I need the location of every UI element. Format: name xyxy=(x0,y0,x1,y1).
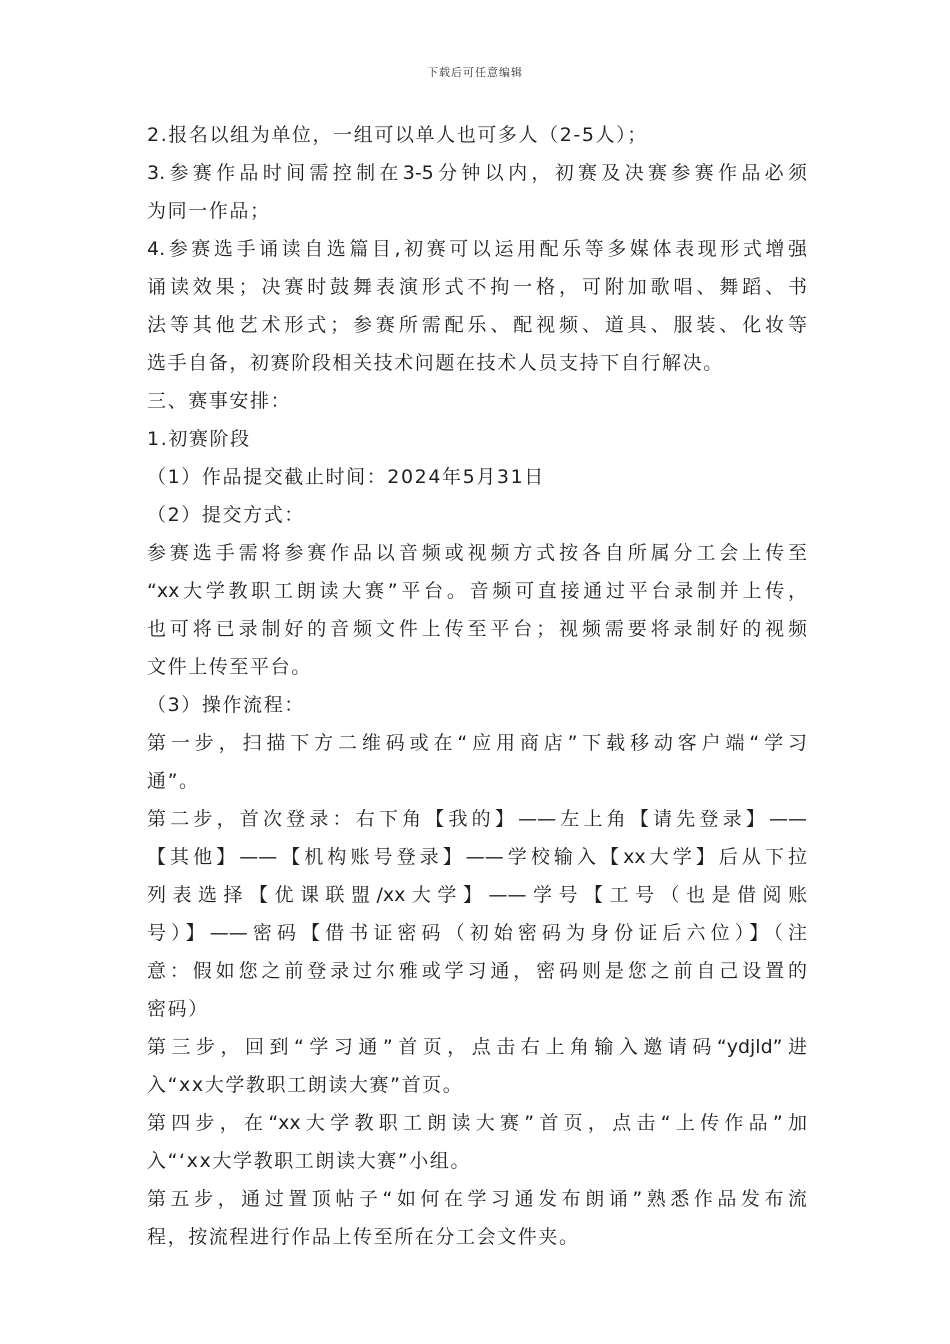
text-line: 也可将已录制好的音频文件上传至平台；视频需要将录制好的视频 xyxy=(147,618,807,640)
text-line: 三、赛事安排： xyxy=(147,390,292,412)
text-line: 诵读效果；决赛时鼓舞表演形式不拘一格，可附加歌唱、舞蹈、书 xyxy=(147,276,807,298)
text-line: 文件上传至平台。 xyxy=(147,656,312,678)
text-line: 为同一作品； xyxy=(147,200,271,222)
text-line: 第一步，扫描下方二维码或在“应用商店”下载移动客户端“学习 xyxy=(147,732,807,754)
text-line: 1.初赛阶段 xyxy=(147,428,251,450)
text-line: （1）作品提交截止时间：2024年5月31日 xyxy=(147,466,545,488)
page-header: 下载后可任意编辑 xyxy=(427,66,523,79)
text-line: 选手自备，初赛阶段相关技术问题在技术人员支持下自行解决。 xyxy=(147,352,724,374)
text-line: 入“‘xx大学教职工朗读大赛”小组。 xyxy=(147,1150,472,1172)
text-line: 2.报名以组为单位，一组可以单人也可多人（2-5人）； xyxy=(147,124,648,146)
text-line: 法等其他艺术形式；参赛所需配乐、配视频、道具、服装、化妆等 xyxy=(147,314,807,336)
text-line: （3）操作流程： xyxy=(147,694,305,716)
text-line: 第三步，回到“学习通”首页，点击右上角输入邀请码“ydjld”进 xyxy=(147,1036,807,1058)
document-body xyxy=(147,116,807,1256)
text-line: 密码） xyxy=(147,998,209,1020)
text-line: 意：假如您之前登录过尔雅或学习通，密码则是您之前自己设置的 xyxy=(147,960,807,982)
text-line: 第二步，首次登录：右下角【我的】——左上角【请先登录】—— xyxy=(147,808,807,830)
text-line: 4.参赛选手诵读自选篇目,初赛可以运用配乐等多媒体表现形式增强 xyxy=(147,238,807,260)
text-line: “xx大学教职工朗读大赛”平台。音频可直接通过平台录制并上传， xyxy=(147,580,807,602)
text-line: （2）提交方式： xyxy=(147,504,305,526)
text-line: 3.参赛作品时间需控制在3-5分钟以内，初赛及决赛参赛作品必须 xyxy=(147,162,807,184)
text-line: 程，按流程进行作品上传至所在分工会文件夹。 xyxy=(147,1226,580,1248)
text-line: 号）】——密码【借书证密码（初始密码为身份证后六位）】（注 xyxy=(147,922,807,944)
text-line: 【其他】——【机构账号登录】——学校输入【xx大学】后从下拉 xyxy=(147,846,807,868)
text-line: 第五步，通过置顶帖子“如何在学习通发布朗诵”熟悉作品发布流 xyxy=(147,1188,807,1210)
text-line: 参赛选手需将参赛作品以音频或视频方式按各自所属分工会上传至 xyxy=(147,542,807,564)
text-line: 列表选择【优课联盟/xx大学】——学号【工号（也是借阅账 xyxy=(147,884,807,906)
text-line: 通”。 xyxy=(147,770,200,792)
text-line: 入“xx大学教职工朗读大赛”首页。 xyxy=(147,1074,464,1096)
text-line: 第四步，在“xx大学教职工朗读大赛”首页，点击“上传作品”加 xyxy=(147,1112,807,1134)
